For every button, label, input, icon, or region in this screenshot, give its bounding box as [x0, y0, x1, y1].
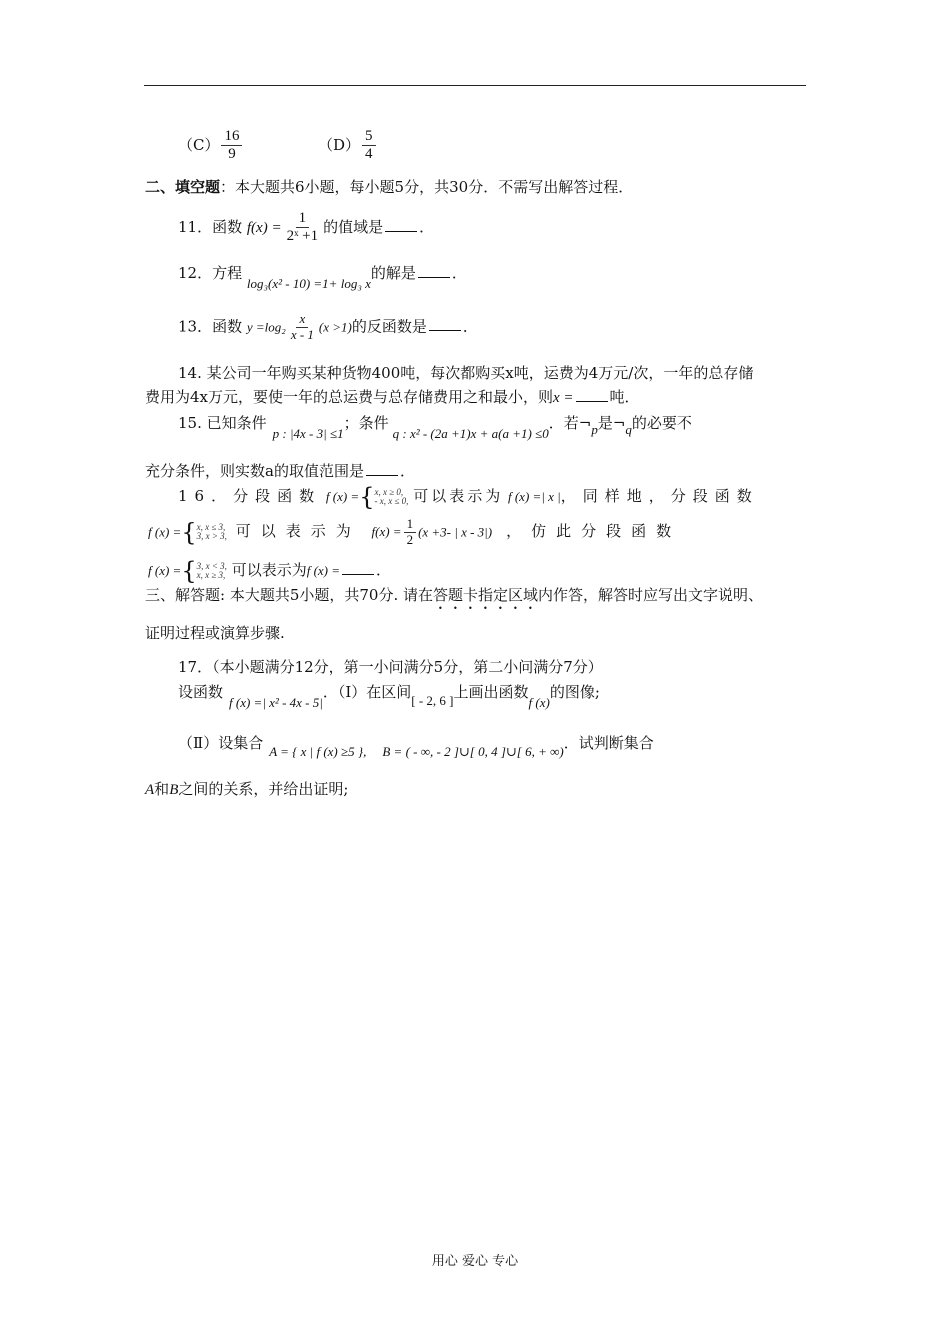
q13-log: y =log₂: [246, 319, 286, 335]
q16-f2-case-1: x, x ≤ 3,: [196, 522, 226, 533]
section-2-title: 二、填空题: [145, 178, 221, 196]
q11-denominator: 2ˣ +1: [286, 228, 319, 245]
question-17-line-1: [178, 681, 600, 710]
choice-c-label: （C）: [178, 135, 220, 154]
q15-line-2-text: 充分条件，则实数a的取值范围是: [145, 462, 364, 480]
q11-function: f(x) =: [246, 219, 282, 236]
q12-suffix: 的解是: [370, 264, 416, 282]
q11-end: ．: [419, 217, 435, 236]
q17-function-2: f (x): [528, 695, 550, 710]
question-14-line-2: [145, 386, 640, 407]
q14-variable: x =: [553, 390, 574, 406]
q17-interval: [ - 2, 6 ]: [411, 693, 454, 708]
q14-text: 费用为4x万元，要使一年的总运费与总存储费用之和最小，则: [145, 388, 554, 406]
q15-not-p-label: ．若¬: [548, 414, 592, 432]
q12-answer-blank[interactable]: [418, 263, 450, 278]
section-3-emphasis: 答题卡指定区域: [433, 586, 539, 604]
q16-prefix: 16．分段函数: [178, 487, 322, 505]
q16-f2-numerator: 1: [404, 517, 417, 533]
q12-equation: log₃(x² - 10) =1+ log₃ x: [246, 276, 371, 291]
q13-end: ．: [462, 317, 478, 336]
section-3-text: 三、解答题: 本大题共5小题，共70分. 请在: [145, 586, 433, 604]
q14-answer-blank[interactable]: [576, 387, 608, 402]
question-16-line-2: [148, 517, 681, 548]
q15-q: q: [625, 422, 632, 437]
q12-end: ．: [451, 264, 467, 282]
section-2-description: ：本大题共6小题，每小题5分，共30分．不需写出解答过程．: [220, 178, 634, 196]
q13-condition: (x >1): [318, 319, 352, 335]
header-rule: [144, 85, 806, 86]
q13-prefix: 13．函数: [178, 317, 243, 336]
q16-f1-abs: f (x) =| x |: [507, 489, 561, 504]
q16-f3-lhs: f (x) =: [306, 563, 341, 578]
q16-f2-lhs: f(x) =: [371, 524, 402, 540]
q16-f3-case-1: 3, x < 3,: [196, 561, 227, 571]
q17-a: A: [145, 782, 155, 798]
question-12: [178, 262, 467, 291]
q17-set-a: A = { x | f (x) ≥5 },: [269, 744, 367, 759]
q16-mid-3: 可以表示为: [231, 561, 307, 579]
q16-f2-label: f (x) =: [148, 524, 182, 540]
q16-f1-label: f (x) =: [325, 489, 360, 504]
q17-b: B: [169, 782, 179, 798]
q11-numerator: 1: [296, 210, 310, 228]
question-14-line-1: 14. 某公司一年购买某种货物400吨，每次都购买x吨，运费为4万元/次，一年的总存储: [178, 364, 754, 382]
q16-f3-case-2: x, x ≥ 3,: [196, 570, 226, 580]
q16-f3-label: f (x) =: [148, 563, 182, 578]
q16-f1-case-2: - x, x ≤ 0,: [374, 496, 409, 506]
q16-f2-expr: (x +3- | x - 3|): [418, 524, 493, 540]
choice-d-numerator: 5: [362, 128, 376, 146]
choice-d-denominator: 4: [365, 146, 373, 163]
question-15-line-1: [178, 412, 692, 441]
q16-f1-brace: {: [359, 483, 375, 511]
q11-answer-blank[interactable]: [385, 217, 417, 232]
q16-end: ．: [376, 561, 392, 579]
q15-condition-q: q : x² - (2a +1)x + a(a +1) ≤0: [392, 426, 549, 441]
choice-d-label: （D）: [318, 135, 361, 154]
page-footer: 用心 爱心 专心: [431, 1254, 519, 1269]
q16-mid-2: 可以表示为: [235, 522, 361, 541]
q16-f2-denominator: 2: [406, 531, 414, 547]
q13-denominator: x - 1: [290, 326, 314, 342]
question-16-line-1: [178, 483, 759, 511]
q15-prefix: 15. 已知条件: [178, 414, 267, 432]
q16-f2-case-2: 3, x > 3,: [196, 531, 227, 542]
q15-not-q-label: 是¬: [597, 414, 626, 432]
question-11: [178, 210, 434, 246]
q11-suffix: 的值域是: [323, 217, 384, 236]
q17-and: 和: [154, 780, 170, 798]
q14-unit: 吨．: [609, 388, 640, 406]
q17-part-2-tail: ．试判断集合: [563, 734, 654, 752]
q16-f1-case-1: x, x ≥ 0,: [374, 487, 404, 497]
choice-d: [318, 128, 378, 164]
question-15-line-2: [145, 460, 415, 481]
q16-f3-brace: {: [181, 557, 197, 585]
q15-condition-p: p : |4x - 3| ≤1: [272, 426, 344, 441]
question-17-line-2: [178, 732, 654, 759]
question-17-title: 17．（本小题满分12分，第一小问满分5分，第二小问满分7分）: [178, 658, 603, 676]
question-17-line-3: [145, 778, 348, 799]
q16-tail-2: ，仿此分段函数: [506, 522, 682, 541]
section-2-heading: [145, 176, 633, 197]
q13-answer-blank[interactable]: [429, 316, 461, 331]
section-3-text-2: 内作答，解答时应写出文字说明、: [538, 586, 764, 604]
q17-function: f (x) =| x² - 4x - 5|: [229, 695, 323, 710]
q16-f2-brace: {: [181, 518, 197, 547]
q17-line-3-tail: 之间的关系，并给出证明;: [178, 780, 349, 798]
q13-suffix: 的反函数是: [351, 317, 427, 336]
q17-part-1-tail: 的图像;: [549, 683, 600, 701]
q16-answer-blank[interactable]: [342, 560, 374, 575]
q17-prefix: 设函数: [178, 683, 224, 701]
q15-end: ．: [399, 462, 415, 480]
q17-set-b: B = ( - ∞, - 2 ]∪[ 0, 4 ]∪[ 6, + ∞): [382, 744, 564, 759]
q16-tail: ，同样地，分段函数: [560, 487, 759, 505]
choice-c: [178, 128, 244, 164]
q16-mid: 可以表示为: [413, 487, 504, 505]
choice-c-numerator: 16: [221, 128, 242, 146]
question-13: [178, 312, 478, 343]
q17-mid: 上画出函数: [453, 683, 529, 701]
section-3-line-1: [145, 584, 763, 613]
q13-numerator: x: [296, 312, 308, 328]
question-16-line-3: [148, 557, 391, 585]
q11-prefix: 11．函数: [178, 217, 243, 236]
section-3-line-2: 证明过程或演算步骤.: [145, 624, 285, 642]
q12-prefix: 12．方程: [178, 264, 243, 282]
q17-part-1-label: ．（Ⅰ）在区间: [322, 683, 412, 701]
q15-mid: ；条件: [343, 414, 389, 432]
choice-c-denominator: 9: [228, 146, 236, 163]
q15-p: p: [591, 422, 598, 437]
q15-tail: 的必要不: [631, 414, 692, 432]
q15-answer-blank[interactable]: [366, 461, 398, 476]
q17-part-2-label: （Ⅱ）设集合: [178, 734, 264, 752]
